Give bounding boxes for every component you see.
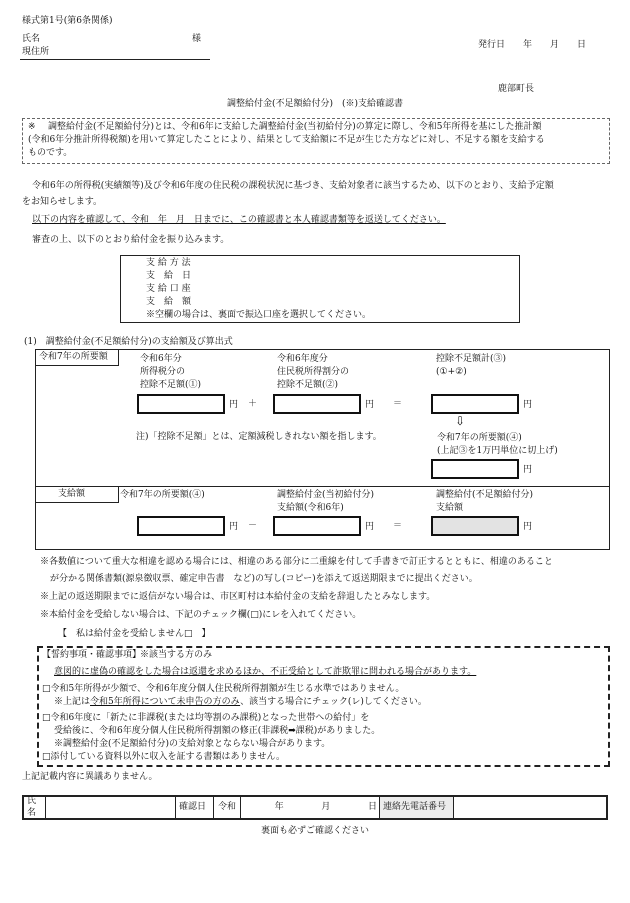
pay-col3-line1: 調整給付(不足額給付分) xyxy=(436,490,534,500)
payment-account-label: 支 給 口 座 xyxy=(146,284,191,294)
plus-operator: ＋ xyxy=(248,399,258,409)
shortfall-payment-amount-field xyxy=(431,516,519,536)
req4-line2: (上記③を1万円単位に切上げ) xyxy=(437,446,558,456)
yen-unit: 円 xyxy=(523,522,533,532)
pay-col2-line2: 支給額(令和6年) xyxy=(277,503,344,513)
down-arrow-icon: ⇩ xyxy=(455,414,466,428)
calc-divider xyxy=(36,486,609,487)
required-amount-4-field[interactable] xyxy=(431,459,519,479)
col1-line3: 控除不足額(①) xyxy=(140,380,202,390)
pay-col3-line2: 支給額 xyxy=(436,503,464,513)
shortfall-definition-note: 注)「控除不足額」とは、定額減税しきれない額を指します。 xyxy=(136,432,382,442)
payment-date-label: 支 給 日 xyxy=(146,271,192,281)
honorific: 様 xyxy=(192,34,202,44)
yen-unit: 円 xyxy=(365,400,375,410)
return-deadline-line: 以下の内容を確認して、令和 年 月 日までに、この確認書と本人確認書類等を返送してください。 xyxy=(32,215,446,225)
equals-operator: ＝ xyxy=(393,521,403,531)
pledge-check-2-line2: 受給後に、令和6年度分個人住民税所得割額の修正(非課税➡課税)がありました。 xyxy=(54,726,381,736)
review-line: 審査の上、以下のとおり給付金を振り込みます。 xyxy=(32,235,230,245)
col1-line1: 令和6年分 xyxy=(140,354,182,364)
footer-name-field[interactable] xyxy=(46,797,176,818)
issue-date: 発行日 年 月 日 xyxy=(478,40,587,50)
payment-label: 支給額 xyxy=(58,489,86,499)
note-mark: ※ xyxy=(28,122,36,132)
col2-line3: 控除不足額(②) xyxy=(277,380,339,390)
minus-operator: － xyxy=(248,521,258,531)
pledge-applicable: ※該当する方のみ xyxy=(140,650,213,660)
required-amount-4-copy-field[interactable] xyxy=(137,516,225,536)
deduction-shortfall-2-field[interactable] xyxy=(273,394,361,414)
address-label: 現住所 xyxy=(22,47,50,57)
month-unit: 月 xyxy=(321,801,331,812)
no-reply-note: ※上記の返送期限までに返信がない場合は、市区町村は本給付金の支給を辞退したとみなします。 xyxy=(40,592,436,602)
payment-method-label: 支 給 方 法 xyxy=(146,258,191,268)
yen-unit: 円 xyxy=(523,400,533,410)
day-unit: 日 xyxy=(367,801,377,812)
address-underline xyxy=(20,59,210,60)
col2-line2: 住民税所得割分の xyxy=(277,367,350,377)
yen-unit: 円 xyxy=(365,522,375,532)
confirm-date-field[interactable]: 令和 年 月 日 xyxy=(214,797,380,818)
pay-col2-line1: 調整給付金(当初給付分) xyxy=(277,490,375,500)
payment-amount-label: 支 給 額 xyxy=(146,297,192,307)
form-number: 様式第1号(第6条関係) xyxy=(22,16,113,26)
correction-note-line2: が分かる関係書類(源泉徴収票、確定申告書 など)の写し(コピー)を添えて返送期限までに提出ください。 xyxy=(50,574,478,584)
confirm-date-label: 確認日 xyxy=(176,797,214,818)
yen-unit: 円 xyxy=(523,465,533,475)
back-side-note: 裏面も必ずご確認ください xyxy=(260,826,369,836)
yen-unit: 円 xyxy=(229,400,239,410)
intro-line-2: をお知らせします。 xyxy=(22,197,103,207)
year-unit: 年 xyxy=(274,801,284,812)
pledge-check-3[interactable]: □添付している資料以外に収入を証する書類はありません。 xyxy=(42,752,286,762)
note-line-3: ものです。 xyxy=(28,148,73,158)
deduction-shortfall-total-field[interactable] xyxy=(431,394,519,414)
col1-line2: 所得税分の xyxy=(140,367,186,377)
note-line-2: (令和6年分推計所得税額)を用いて算定したことにより、結果として支給額に不足が生じた方などに対し、不足する額を支給する xyxy=(28,135,545,145)
phone-field[interactable] xyxy=(454,797,606,818)
pledge-check-1[interactable]: □令和5年所得が少額で、令和6年度分個人住民税所得割額が生じる水準ではありません。 xyxy=(42,684,405,694)
pledge-title: 【誓約事項・確認事項】 xyxy=(42,650,142,660)
issuer: 鹿部町長 xyxy=(498,84,535,94)
initial-payment-field[interactable] xyxy=(273,516,361,536)
col2-line1: 令和6年度分 xyxy=(277,354,328,364)
pledge-check-2-note: ※調整給付金(不足額給付分)の支給対象とならない場合があります。 xyxy=(54,739,331,749)
deduction-shortfall-1-field[interactable] xyxy=(137,394,225,414)
decline-checkbox[interactable]: 【 私は給付金を受給しません□ 】 xyxy=(58,629,211,639)
col3-line2: (①+②) xyxy=(436,367,467,377)
calc-section-title: (1) 調整給付金(不足額給付分)の支給額及び算出式 xyxy=(24,337,233,347)
pledge-check-1-note: ※上記は令和5年所得について未申告の方のみ、該当する場合にチェック(レ)してください。 xyxy=(54,697,427,707)
equals-operator: ＝ xyxy=(393,399,403,409)
col3-line1: 控除不足額計(③) xyxy=(436,354,507,364)
blank-account-note: ※空欄の場合は、裏面で振込口座を選択してください。 xyxy=(146,310,372,320)
agreement-statement: 上記記載内容に異議ありません。 xyxy=(22,772,158,782)
page-title: 調整給付金(不足額給付分) (※)支給確認書 xyxy=(226,99,404,109)
note-line-1: 調整給付金(不足額給付分)とは、令和6年に支給した調整給付金(当初給付分)の算定に際し、令和5年所得を基にした推計額 xyxy=(48,122,542,132)
req4-line1: 令和7年の所要額(④) xyxy=(437,433,522,443)
intro-line-1: 令和6年の所得税(実績額等)及び令和6年度の住民税の課税状況に基づき、支給対象者に該当するため、以下のとおり、支給予定額 xyxy=(32,181,554,191)
decline-instruction: ※本給付金を受給しない場合は、下記のチェック欄(□)にレを入れてください。 xyxy=(40,610,362,620)
yen-unit: 円 xyxy=(229,522,239,532)
phone-label: 連絡先電話番号 xyxy=(380,797,454,818)
pay-col1: 令和7年の所要額(④) xyxy=(120,490,205,500)
name-label: 氏名 xyxy=(22,34,41,44)
pledge-check-2[interactable]: □令和6年度に「新たに非課税(または均等割のみ課税)となった世帯への給付」を xyxy=(42,713,370,723)
required-label: 令和7年の所要額 xyxy=(39,352,108,362)
correction-note-line1: ※各数値について重大な相違を認める場合には、相違のある部分に二重線を付して手書きで訂正するとともに、相違のあること xyxy=(40,557,553,567)
signature-row xyxy=(22,795,608,820)
false-claim-warning: 意図的に虚偽の確認をした場合は返還を求めるほか、不正受給として詐欺罪に問われる場合があります。 xyxy=(54,667,477,677)
footer-name-label: 氏名 xyxy=(24,797,46,818)
